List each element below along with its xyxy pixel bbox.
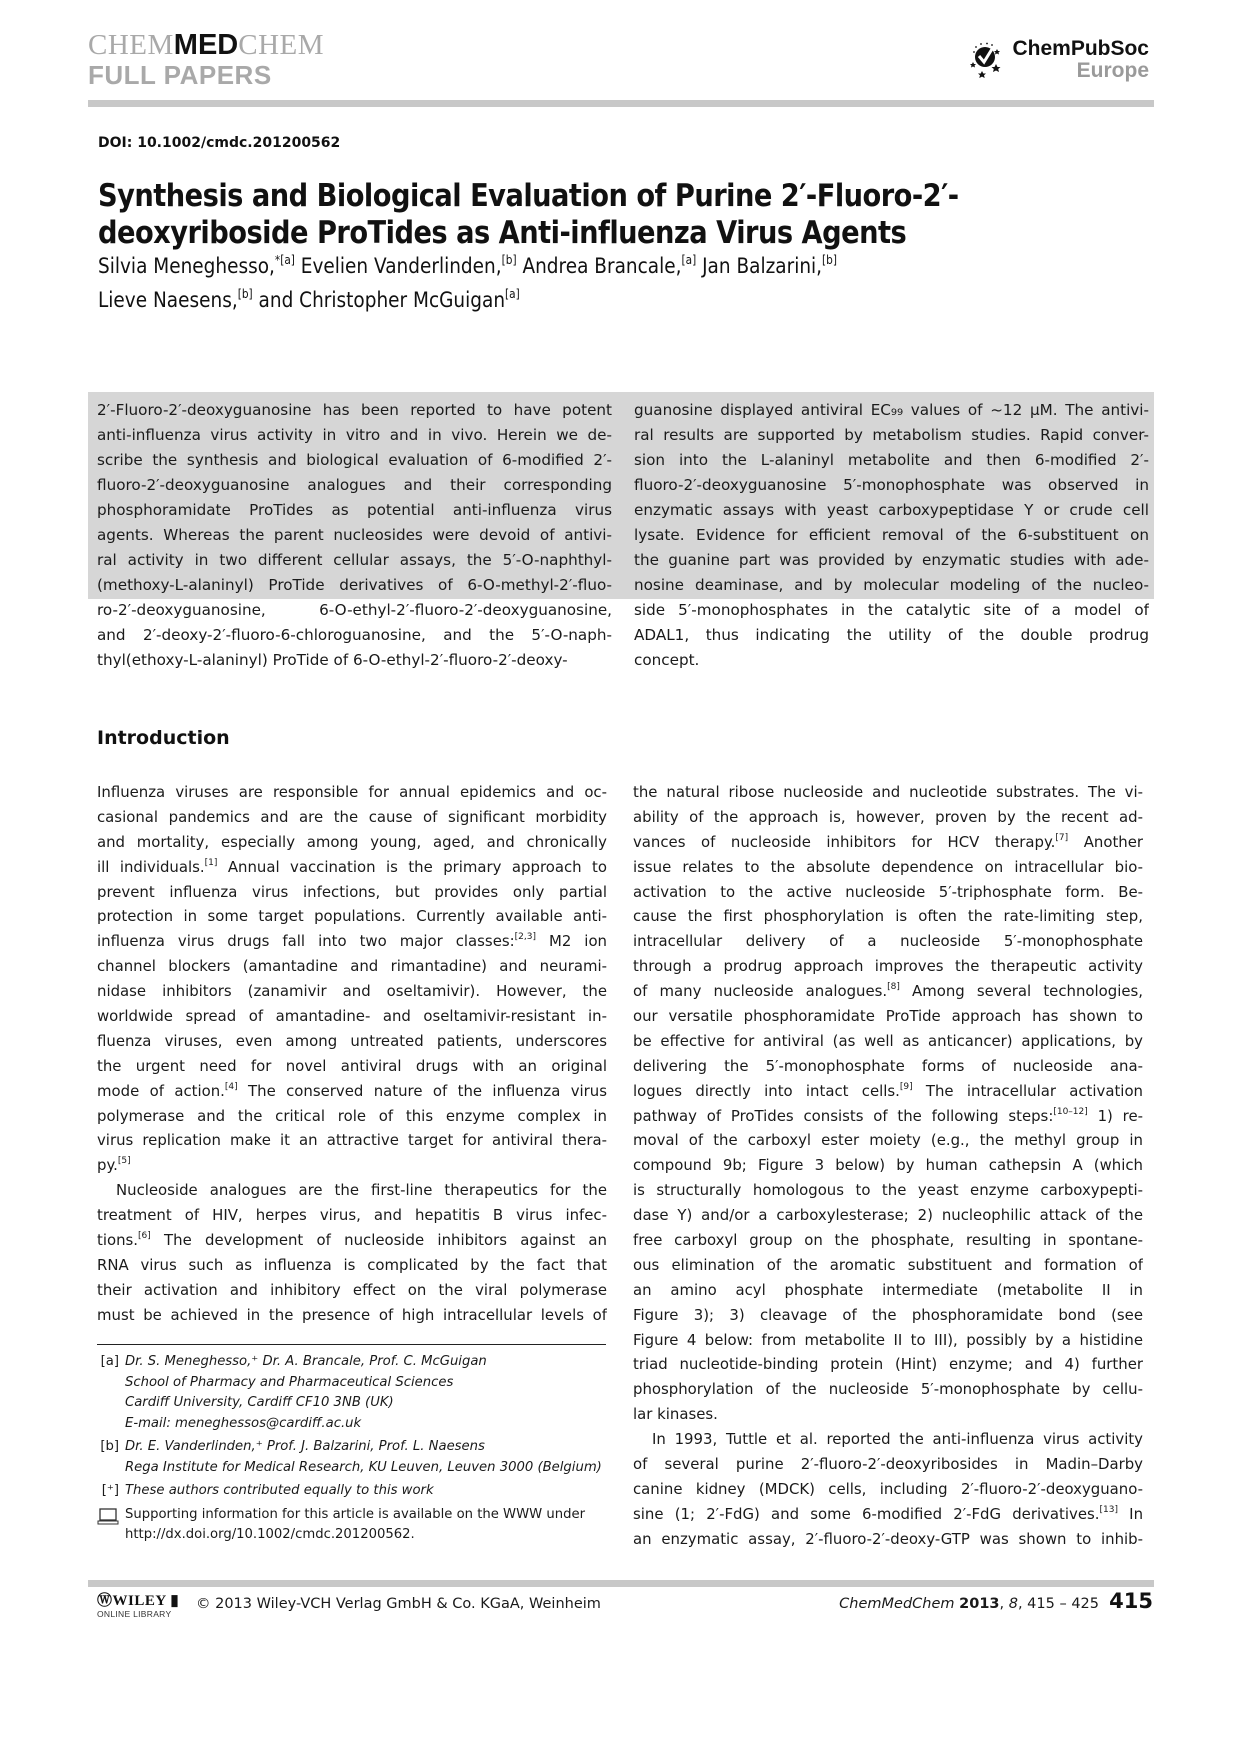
- author-name: Andrea Brancale,: [522, 254, 682, 278]
- affiliation-mark: [b]: [822, 253, 838, 267]
- body-line: activation to the active nucleoside 5′-triphosphate form. Be-: [633, 882, 1143, 901]
- doi[interactable]: DOI: 10.1002/cmdc.201200562: [98, 135, 341, 151]
- abstract-line: fluoro-2′-deoxyguanosine 5′-monophosphate was observed in: [634, 476, 1149, 494]
- body-line: intracellular delivery of a nucleoside 5′-monophosphate: [633, 932, 1143, 951]
- footnote: [97, 1481, 607, 1502]
- citation-ref[interactable]: [6]: [138, 1231, 151, 1242]
- abstract-right-column: [634, 398, 1149, 673]
- author-name: and Christopher McGuigan: [258, 288, 506, 312]
- author-name: Jan Balzarini,: [702, 254, 823, 278]
- body-left-column: [97, 780, 607, 1328]
- author-name: Silvia Meneghesso,: [98, 254, 275, 278]
- author-name: Lieve Naesens,: [98, 288, 238, 312]
- abstract-line: enzymatic assays with yeast carboxypeptidase Y or crude cell: [634, 501, 1149, 519]
- body-right-column: [633, 780, 1143, 1552]
- body-line: nidase inhibitors (zanamivir and oseltamivir). However, the: [97, 982, 607, 1001]
- body-line: and mortality, especially among young, aged, and chronically: [97, 832, 607, 851]
- abstract-line: 2′-Fluoro-2′-deoxyguanosine has been reported to have potent: [97, 401, 612, 419]
- body-line: is structurally homologous to the yeast enzyme carboxypepti-: [633, 1181, 1143, 1200]
- abstract-line: fluoro-2′-deoxyguanosine analogues and their corresponding: [97, 476, 612, 494]
- affiliation-mark: [b]: [501, 253, 517, 267]
- body-line: mode of action.[4] The conserved nature of the influenza virus: [97, 1081, 607, 1100]
- journal-name: CHEMMEDCHEM: [88, 29, 325, 61]
- body-line: dase Y) and/or a carboxylesterase; 2) nucleophilic attack of the: [633, 1206, 1143, 1225]
- body-line: fluenza viruses, even among untreated patients, underscores: [97, 1031, 607, 1050]
- abstract-line: thyl(ethoxy-L-alaninyl) ProTide of 6-O-ethyl-2′-fluoro-2′-deoxy-: [97, 651, 568, 669]
- footnote-line[interactable]: http://dx.doi.org/10.1002/cmdc.201200562.: [125, 1527, 415, 1542]
- footnote-line: Dr. S. Meneghesso,⁺ Dr. A. Brancale, Prof. C. McGuigan: [125, 1354, 487, 1369]
- abstract-line: guanosine displayed antiviral EC₉₉ values of ~12 μM. The antivi-: [634, 401, 1149, 419]
- body-line: channel blockers (amantadine and rimantadine) and neurami-: [97, 957, 607, 976]
- footnote-line: E-mail: meneghessos@cardiff.ac.uk: [125, 1415, 362, 1431]
- section-label: FULL PAPERS: [88, 60, 272, 90]
- wiley-icon: Ⓦ: [97, 1593, 113, 1609]
- citation-ref[interactable]: [1]: [204, 857, 218, 868]
- footer-divider: [88, 1580, 1154, 1587]
- books-icon: ▮: [170, 1593, 180, 1609]
- body-line: issue relates to the absolute dependence on intracellular bio-: [633, 857, 1143, 876]
- body-line: of many nucleoside analogues.[8] Among several technologies,: [633, 982, 1143, 1001]
- affiliation-mark: [a]: [681, 253, 697, 267]
- body-line: Nucleoside analogues are the first-line therapeutics for the: [116, 1181, 607, 1200]
- body-line: lar kinases.: [633, 1405, 718, 1424]
- body-line: compound 9b; Figure 3 below) by human cathepsin A (which: [633, 1156, 1143, 1175]
- body-line: Figure 3); 3) cleavage of the phosphoramidate bond (see: [633, 1305, 1143, 1324]
- body-line: through a prodrug approach improves the therapeutic activity: [633, 957, 1143, 976]
- abstract-left-column: [97, 398, 612, 673]
- footnote-mark: [a]: [100, 1354, 119, 1369]
- body-line: influenza virus drugs fall into two major classes:[2,3] M2 ion: [97, 932, 607, 951]
- article-title: Synthesis and Biological Evaluation of Purine 2′-Fluoro-2′- deoxyriboside ProTides as Anti-influenza Virus Agents: [98, 178, 959, 251]
- body-line: delivering the 5′-monophosphate forms of nucleoside ana-: [633, 1056, 1143, 1075]
- citation-ref[interactable]: [2,3]: [514, 932, 536, 943]
- affiliation-footnotes: [97, 1352, 607, 1549]
- citation-ref[interactable]: [5]: [117, 1156, 131, 1167]
- abstract-line: ro-2′-deoxyguanosine, 6-O-ethyl-2′-fluoro-2′-deoxyguanosine,: [97, 601, 612, 619]
- abstract-line: (methoxy-L-alaninyl) ProTide derivatives of 6-O-methyl-2′-fluo-: [97, 576, 612, 594]
- body-line: polymerase and the critical role of this enzyme complex in: [97, 1106, 607, 1125]
- header-divider: [88, 100, 1154, 107]
- body-line: virus replication make it an attractive target for antiviral thera-: [97, 1131, 607, 1150]
- footnote: [97, 1505, 607, 1546]
- abstract-line: sion into the L-alaninyl metabolite and then 6-modified 2′-: [634, 451, 1149, 469]
- footnote-line: Rega Institute for Medical Research, KU Leuven, Leuven 3000 (Belgium): [125, 1459, 602, 1475]
- body-line: an amino acyl phosphate intermediate (metabolite II in: [633, 1280, 1143, 1299]
- body-line: casional pandemics and are the cause of significant morbidity: [97, 807, 607, 826]
- citation-ref[interactable]: [9]: [899, 1081, 913, 1092]
- body-line: triad nucleotide-binding protein (Hint) enzyme; and 4) further: [633, 1355, 1143, 1374]
- abstract-line: side 5′-monophosphates in the catalytic site of a model of: [634, 601, 1149, 619]
- body-line: an enzymatic assay, 2′-fluoro-2′-deoxy-GTP was shown to inhib-: [633, 1529, 1143, 1548]
- citation-ref[interactable]: [13]: [1099, 1504, 1118, 1515]
- body-line: must be achieved in the presence of high intracellular levels of: [97, 1305, 607, 1324]
- body-line: be effective for antiviral (as well as anticancer) applications, by: [633, 1031, 1143, 1050]
- publisher-logo: [968, 38, 1149, 82]
- body-line: ill individuals.[1] Annual vaccination is the primary approach to: [97, 857, 607, 876]
- body-line: phosphorylation of the nucleoside 5′-monophosphate by cellu-: [633, 1380, 1143, 1399]
- body-line: In 1993, Tuttle et al. reported the anti-influenza virus activity: [652, 1430, 1143, 1449]
- body-line: the natural ribose nucleoside and nucleotide substrates. The vi-: [633, 783, 1143, 801]
- abstract-line: agents. Whereas the parent nucleosides were devoid of antivi-: [97, 526, 612, 544]
- journal-masthead: [88, 30, 324, 90]
- abstract-line: ADAL1, thus indicating the utility of the double prodrug: [634, 626, 1149, 644]
- footnote-line: Supporting information for this article is available on the WWW under: [125, 1506, 585, 1522]
- footnote-line: Dr. E. Vanderlinden,⁺ Prof. J. Balzarini, Prof. L. Naesens: [125, 1439, 485, 1454]
- body-line: canine kidney (MDCK) cells, including 2′-fluoro-2′-deoxyguano-: [633, 1479, 1143, 1498]
- citation-ref[interactable]: [8]: [887, 982, 900, 993]
- body-line: logues directly into intact cells.[9] The intracellular activation: [633, 1081, 1143, 1100]
- body-line: pathway of ProTides consists of the following steps:[10–12] 1) re-: [633, 1106, 1143, 1125]
- abstract-line: scribe the synthesis and biological evaluation of 6-modified 2′-: [97, 451, 612, 469]
- laptop-icon: [97, 1505, 125, 1546]
- body-line: of several purine 2′-fluoro-2′-deoxyribosides in Madin–Darby: [633, 1455, 1143, 1474]
- body-line: our versatile phosphoramidate ProTide approach has shown to: [633, 1007, 1143, 1026]
- abstract-line: and 2′-deoxy-2′-fluoro-6-chloroguanosine, and the 5′-O-naph-: [97, 626, 612, 644]
- checkmark-stars-logo-icon: [968, 40, 1008, 80]
- footnote: [97, 1352, 607, 1434]
- author-list: [98, 246, 978, 314]
- body-line: vances of nucleoside inhibitors for HCV therapy.[7] Another: [633, 832, 1143, 851]
- body-line: Figure 4 below: from metabolite II to III), possibly by a histidine: [633, 1330, 1143, 1349]
- footnote-divider: [97, 1344, 606, 1345]
- citation-ref[interactable]: [7]: [1055, 832, 1069, 843]
- publisher-region: Europe: [1076, 59, 1149, 82]
- body-line: ability of the approach is, however, proven by the recent ad-: [633, 807, 1143, 826]
- body-line: worldwide spread of amantadine- and oseltamivir-resistant in-: [97, 1007, 607, 1026]
- body-line: py.[5]: [97, 1156, 131, 1175]
- abstract-line: lysate. Evidence for efficient removal of the 6-substituent on: [634, 526, 1149, 544]
- publisher-name: ChemPubSoc: [1012, 37, 1149, 60]
- body-line: prevent influenza virus infections, but provides only partial: [97, 882, 607, 901]
- abstract-line: anti-influenza virus activity in vitro and in vivo. Herein we de-: [97, 426, 612, 444]
- citation-ref[interactable]: [4]: [224, 1081, 238, 1092]
- body-line: Influenza viruses are responsible for annual epidemics and oc-: [97, 783, 607, 801]
- wiley-online-library-logo: ⓌWILEY ▮ ONLINE LIBRARY: [97, 1593, 180, 1619]
- body-line: their activation and inhibitory effect on the viral polymerase: [97, 1280, 607, 1299]
- body-line: the urgent need for novel antiviral drugs with an original: [97, 1056, 607, 1075]
- footnote-line: These authors contributed equally to this work: [125, 1483, 434, 1498]
- affiliation-mark: [b]: [237, 287, 253, 301]
- affiliation-mark: *[a]: [274, 253, 295, 267]
- citation: ChemMedChem 2013, 8, 415 – 425: [839, 1596, 1099, 1612]
- abstract-line: concept.: [634, 651, 700, 669]
- body-line: ous elimination of the aromatic substituent and formation of: [633, 1255, 1143, 1274]
- section-heading-introduction: Introduction: [97, 727, 230, 749]
- author-name: Evelien Vanderlinden,: [300, 254, 502, 278]
- copyright-notice: © 2013 Wiley-VCH Verlag GmbH & Co. KGaA, Weinheim: [196, 1596, 601, 1612]
- body-line: RNA virus such as influenza is complicated by the fact that: [97, 1255, 607, 1274]
- abstract-line: the guanine part was provided by enzymatic studies with ade-: [634, 551, 1149, 569]
- body-line: moval of the carboxyl ester moiety (e.g., the methyl group in: [633, 1131, 1143, 1150]
- body-line: protection in some target populations. Currently available anti-: [97, 907, 607, 926]
- body-line: tions.[6] The development of nucleoside inhibitors against an: [97, 1231, 607, 1250]
- abstract-line: phosphoramidate ProTides as potential anti-influenza virus: [97, 501, 612, 519]
- page-number: 415: [1109, 1589, 1153, 1613]
- body-line: treatment of HIV, herpes virus, and hepatitis B virus infec-: [97, 1206, 607, 1225]
- abstract-line: nosine deaminase, and by molecular modeling of the nucleo-: [634, 576, 1149, 594]
- footnote-line: School of Pharmacy and Pharmaceutical Sciences: [125, 1374, 454, 1390]
- footnote-line: Cardiff University, Cardiff CF10 3NB (UK): [125, 1395, 394, 1410]
- body-line: sine (1; 2′-FdG) and some 6-modified 2′-FdG derivatives.[13] In: [633, 1504, 1143, 1523]
- citation-ref[interactable]: [10–12]: [1053, 1106, 1088, 1117]
- footnote-mark: [⁺]: [101, 1483, 119, 1498]
- affiliation-mark: [a]: [505, 287, 520, 301]
- abstract-line: ral activity in two different cellular assays, the 5′-O-naphthyl-: [97, 551, 612, 569]
- body-line: free carboxyl group on the phosphate, resulting in spontane-: [633, 1231, 1143, 1250]
- abstract-line: ral results are supported by metabolism studies. Rapid conver-: [634, 426, 1149, 444]
- footnote: [97, 1437, 607, 1478]
- footnote-mark: [b]: [100, 1439, 119, 1454]
- body-line: cause the first phosphorylation is often the rate-limiting step,: [633, 907, 1143, 926]
